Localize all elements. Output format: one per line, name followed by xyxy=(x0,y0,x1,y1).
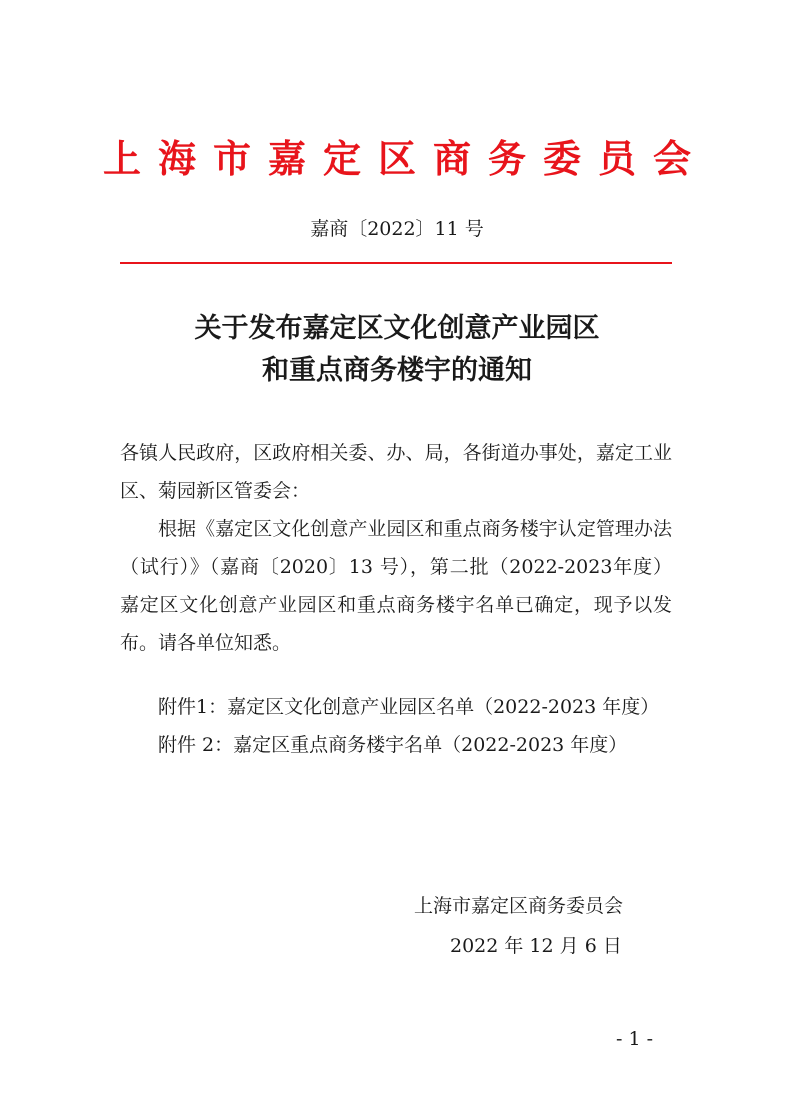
signature-date: 2022 年 12 月 6 日 xyxy=(450,935,622,957)
issuer-masthead: 上海市嘉定区商务委员会 xyxy=(102,136,708,181)
page-number: - 1 - xyxy=(616,1028,654,1050)
title-line-2: 和重点商务楼宇的通知 xyxy=(262,355,532,386)
title-line-1: 关于发布嘉定区文化创意产业园区 xyxy=(194,313,600,344)
document-number: 嘉商〔2022〕11 号 xyxy=(310,218,484,240)
attachment-item-1: 附件1：嘉定区文化创意产业园区名单（2022-2023 年度） xyxy=(158,696,660,718)
red-divider-line xyxy=(120,262,672,264)
notice-title xyxy=(0,308,794,392)
attachments-list xyxy=(158,688,698,764)
salutation: 各镇人民政府，区政府相关委、办、局，各街道办事处，嘉定工业区、菊园新区管委会： xyxy=(120,442,672,502)
attachment-item-2: 附件 2：嘉定区重点商务楼宇名单（2022-2023 年度） xyxy=(158,734,628,756)
notice-body xyxy=(120,434,672,662)
signature-organization: 上海市嘉定区商务委员会 xyxy=(414,895,624,917)
main-paragraph: 根据《嘉定区文化创意产业园区和重点商务楼宇认定管理办法（试行）》（嘉商〔2020〕13 号），第二批（2022-2023年度）嘉定区文化创意产业园区和重点商务楼宇名单已确定，现予以发布。请各单位知悉。 xyxy=(120,518,672,654)
